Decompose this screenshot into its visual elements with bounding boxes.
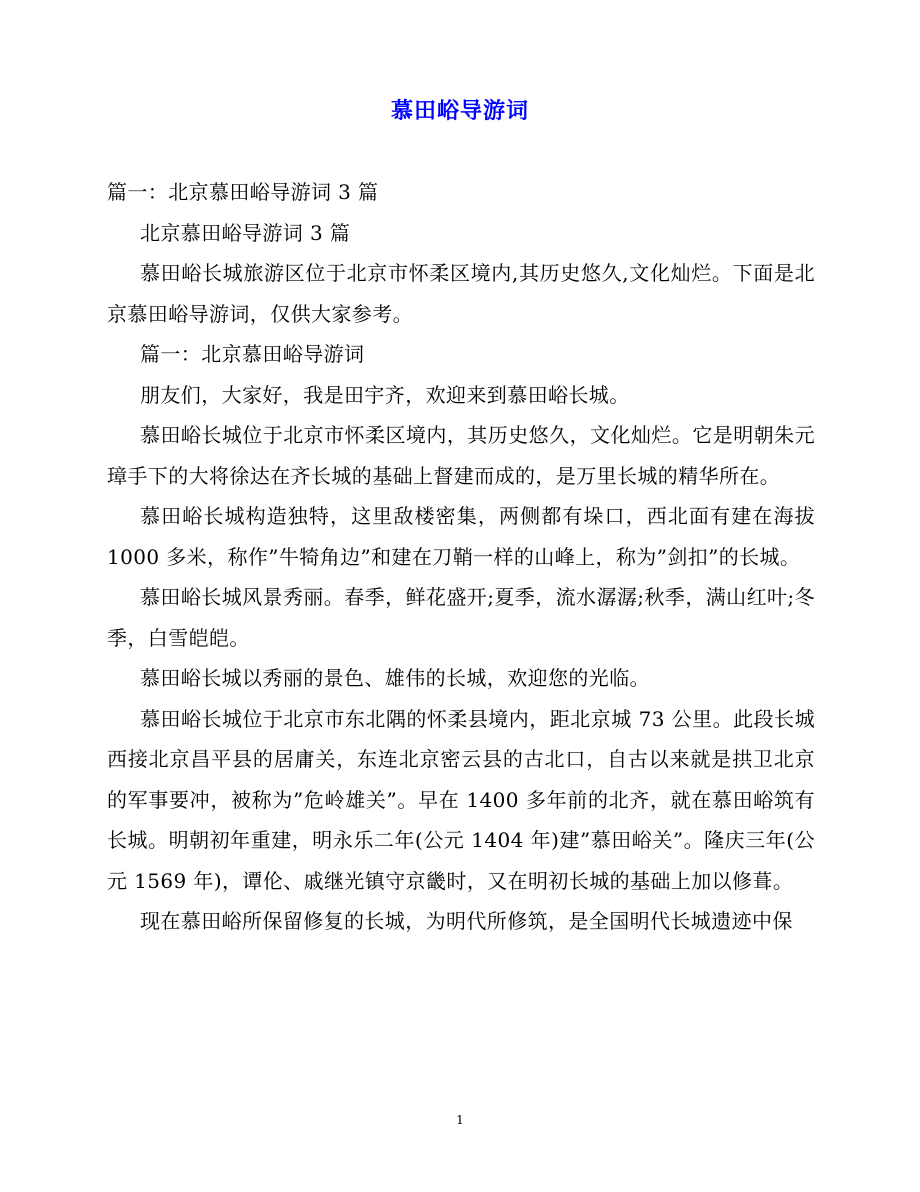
- body-paragraph: 现在慕田峪所保留修复的长城，为明代所修筑，是全国明代长城遗迹中保: [140, 909, 793, 933]
- subsection-heading: 篇一：北京慕田峪导游词: [140, 342, 365, 366]
- body-paragraph: 慕田峪长城位于北京市东北隅的怀柔县境内，距北京城 73 公里。此段长城西接北京昌平县的居庸关，东连北京密云县的古北口，自古以来就是拱卫北京的军事要冲，被称为”危岭雄关”。早在 1400 多年前的北齐，就在慕田峪筑有长城。明朝初年重建，明永乐二年(公元 1404 年)建”慕田峪关”。隆庆三年(公元 1569 年)，谭伦、戚继光镇守京畿时，又在明初长城的基础上加以修葺。: [107, 706, 815, 893]
- body-paragraph: 慕田峪长城位于北京市怀柔区境内，其历史悠久，文化灿烂。它是明朝朱元璋手下的大将徐达在齐长城的基础上督建而成的，是万里长城的精华所在。: [107, 423, 815, 488]
- document-title: 慕田峪导游词: [390, 98, 529, 124]
- intro-paragraph: 慕田峪长城旅游区位于北京市怀柔区境内,其历史悠久,文化灿烂。下面是北京慕田峪导游词，仅供大家参考。: [107, 261, 815, 326]
- document-body: [107, 172, 815, 942]
- article-heading: 北京慕田峪导游词 3 篇: [140, 220, 351, 245]
- body-paragraph: 慕田峪长城以秀丽的景色、雄伟的长城，欢迎您的光临。: [140, 666, 650, 690]
- body-paragraph: 慕田峪长城风景秀丽。春季，鲜花盛开;夏季，流水潺潺;秋季，满山红叶;冬季，白雪皑皑。: [107, 585, 815, 650]
- body-paragraph: 慕田峪长城构造独特，这里敌楼密集，两侧都有垛口，西北面有建在海拔 1000 多米，称作”牛犄角边”和建在刀鞘一样的山峰上，称为”剑扣”的长城。: [107, 504, 815, 569]
- body-paragraph: 朋友们，大家好，我是田宇齐，欢迎来到慕田峪长城。: [140, 382, 630, 407]
- section-heading: 篇一：北京慕田峪导游词 3 篇: [107, 180, 379, 204]
- page-number: 1: [456, 1113, 464, 1127]
